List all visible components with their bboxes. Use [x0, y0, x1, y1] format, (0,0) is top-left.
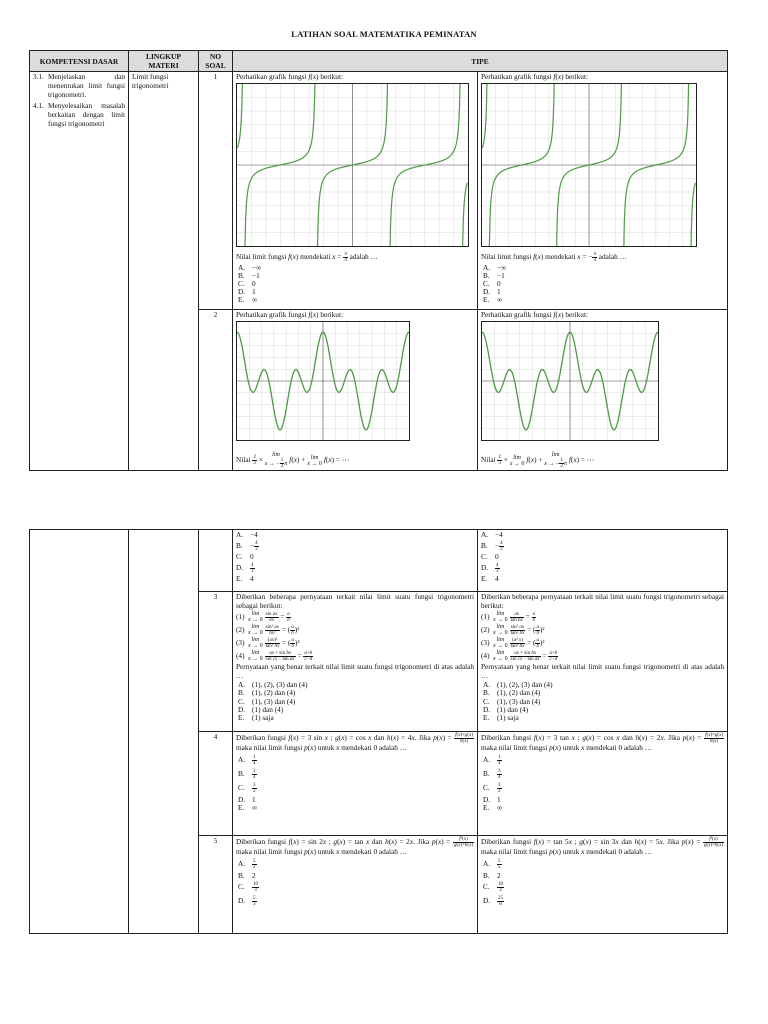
question-number: 2	[199, 310, 233, 471]
option-b: B. −1	[483, 270, 505, 280]
option-c: C. 0	[483, 279, 501, 289]
q4-type-a: Diberikan fungsi f(x) = 3 sin x ; g(x) = cos x dan h(x) = 4x. Jika p(x) = $\frac{f(x)\times g(x)}{h(x)}$ maka nilai limit fungsi p(x) untuk x mendekati 0 adalah … A. $\frac{1}{4}$ B. $\frac{3}{4}$ C. $\frac{3}{2}$ D. 1 E. ∞	[233, 732, 478, 836]
option-a: A. $\frac{1}{4}$	[238, 755, 256, 767]
kompetensi-item: 4.1. Menyelesaikan masalah berkaitan dengan limit fungsi trigonometri	[33, 100, 125, 128]
question-number: 4	[199, 732, 233, 836]
option-b: B. $\frac{3}{4}$	[238, 769, 256, 781]
q2-graph-a	[236, 321, 410, 441]
option-e: E. 4	[481, 574, 499, 584]
option-a: A. −∞	[483, 262, 507, 272]
option-d: D. $\frac{4}{3}$	[481, 562, 499, 574]
question-number: 3	[199, 592, 233, 732]
header-lingkup: LINGKUP MATERI	[129, 51, 199, 72]
q3-type-b: Diberikan beberapa pernyataan terkait nilai limit suatu fungsi trigonometri sebagai berikut: (1) lim x → 0 $\frac{ax}{\text{tan bx}}$ = $\frac{a}{b}$ (2) lim x → 0 $\frac{\text{sin² ax}}{\text{tan² bx}}$ = ( $\frac{a}{b}$ )² (3) lim x → 0 $\frac{\text{(a² x)}}{\text{tan² bx}}$ = ( $\frac{a}{b}$ )² (4) lim x → 0 $\frac{\text{ax + sin bx}}{\text{sin cx − tan dx}}$ = $\frac{a+b}{c-d}$ Pernyataan yang benar terkait nilai limit suatu fungsi trigonometri di atas adalah … A. (1), (2), (3) dan (4) B. (1), (2) dan (4) C. (1), (3) dan (4) D. (1) dan (4) E. (1) saja	[478, 592, 728, 732]
option-a: A. (1), (2), (3) dan (4)	[238, 680, 308, 690]
function-curve	[691, 183, 696, 247]
option-d: D. (1) dan (4)	[483, 704, 529, 714]
header-no-soal: NO SOAL	[199, 51, 233, 72]
q1-type-a: Perhatikan grafik fungsi f(x) berikut: Nilai limit fungsi f(x) mendekati x = $\frac{\pi}{4}$ adalah … A. −∞ B. −1 C. 0 D. 1 E. ∞	[233, 72, 478, 310]
q1-type-b: Perhatikan grafik fungsi f(x) berikut: Nilai limit fungsi f(x) mendekati x = − $\frac{\pi}{4}$ adalah … A. −∞ B. −1 C. 0 D. 1 E. ∞	[478, 72, 728, 310]
option-c: C. (1), (3) dan (4)	[238, 696, 296, 706]
option-b: B. − $\frac{4}{3}$	[236, 540, 258, 552]
option-a: A. −4	[481, 529, 503, 539]
option-e: E. (1) saja	[238, 712, 274, 722]
option-a: A. −4	[236, 529, 258, 539]
exercise-table-part-1	[29, 50, 728, 471]
q3-options-b	[483, 682, 724, 723]
kompetensi-cell-empty	[30, 530, 129, 934]
option-d: D. 1	[238, 794, 256, 804]
option-e: E. 4	[236, 574, 254, 584]
option-c: C. (1), (3) dan (4)	[483, 696, 541, 706]
question-number: 5	[199, 836, 233, 934]
q5-type-b: Diberikan fungsi f(x) = tan 5x ; g(x) = sin 3x dan h(x) = 5x. Jika p(x) = $\frac{\text{f²(x)}}{g(x)\times h(x)}$ maka nilai limit fungsi p(x) untuk x mendekati 0 adalah … A. $\frac{5}{5}$ B. 2 C. $\frac{10}{3}$ D. $\frac{25}{8}$	[478, 836, 728, 934]
option-c: C. 0	[238, 279, 256, 289]
option-b: B. 2	[238, 870, 256, 880]
lingkup-cell-empty	[129, 530, 199, 934]
option-c: C. $\frac{10}{3}$	[238, 881, 258, 893]
table-header-row	[30, 51, 728, 72]
option-c: C. $\frac{3}{2}$	[238, 783, 256, 795]
exercise-table-part-2	[29, 529, 728, 934]
q4-options-b	[483, 754, 724, 812]
option-e: E. ∞	[483, 802, 503, 812]
option-a: A. $\frac{1}{4}$	[483, 755, 501, 767]
kompetensi-cell	[30, 72, 129, 471]
option-d: D. (1) dan (4)	[238, 704, 284, 714]
q4-type-b: Diberikan fungsi f(x) = 3 tan x ; g(x) = cos x dan h(x) = 2x. Jika p(x) = $\frac{f(x)\times g(x)}{h(x)}$ maka nilai limit fungsi p(x) untuk x mendekati 0 adalah … A. $\frac{1}{4}$ B. $\frac{3}{4}$ C. $\frac{3}{2}$ D. 1 E. ∞	[478, 732, 728, 836]
option-a: A. $\frac{5}{2}$	[238, 859, 256, 871]
option-d: D. $\frac{5}{3}$	[238, 895, 256, 907]
option-d: D. 1	[483, 794, 501, 804]
option-e: E. ∞	[483, 295, 503, 305]
q4-options-a	[238, 754, 474, 812]
function-curve	[463, 183, 468, 247]
q2-type-b: Perhatikan grafik fungsi f(x) berikut: Nilai $\frac{2}{3}$ × lim x → 0 f(x) + lim x → − $\frac{1}{2}$ π f(x) = ⋯	[478, 310, 728, 471]
q5-options-b	[483, 858, 724, 908]
option-c: C. $\frac{3}{2}$	[483, 783, 501, 795]
kompetensi-item: 3.1. Menjelaskan dan menentukan limit fungsi trigonometri.	[33, 72, 125, 100]
option-e: E. ∞	[238, 295, 258, 305]
option-a: A. (1), (2), (3) dan (4)	[483, 680, 553, 690]
option-b: B. (1), (2) dan (4)	[238, 688, 296, 698]
q2-graph-b	[481, 321, 659, 441]
q2-options-b	[478, 530, 728, 592]
question-number: 1	[199, 72, 233, 310]
option-b: B. −1	[238, 270, 260, 280]
header-tipe: TIPE	[233, 51, 728, 72]
header-kompetensi: KOMPETENSI DASAR	[30, 51, 129, 72]
document-title: LATIHAN SOAL MATEMATIKA PEMINATAN	[291, 29, 477, 39]
q3-type-a: Diberikan beberapa pernyataan terkait nilai limit suatu fungsi trigonometri sebagai berikut: (1) lim x → 0 $\frac{\text{sin ax}}{bx}$ = $\frac{a}{b}$ (2) lim x → 0 $\frac{\text{sin² ax}}{\text{bx²}}$ = ( $\frac{a}{b}$ )² (3) lim x → 0 $\frac{\text{(ax)²}}{\text{tan² bx}}$ = ( $\frac{a}{b}$ )² (4) lim x → 0 $\frac{\text{ax + sin bx}}{\text{sin cx − tan dx}}$ = $\frac{a+b}{c-d}$ Pernyataan yang benar terkait nilai limit suatu fungsi trigonometri di atas adalah … A. (1), (2), (3) dan (4) B. (1), (2) dan (4) C. (1), (3) dan (4) D. (1) dan (4) E. (1) saja	[233, 592, 478, 732]
option-b: B. $\frac{3}{4}$	[483, 769, 501, 781]
option-d: D. 1	[238, 287, 256, 297]
option-c: C. 0	[481, 551, 499, 561]
option-e: E. (1) saja	[483, 712, 519, 722]
option-c: C. $\frac{10}{3}$	[483, 881, 503, 893]
option-d: D. 1	[483, 287, 501, 297]
option-b: B. − $\frac{4}{3}$	[481, 540, 503, 552]
q1-options-a	[238, 264, 474, 305]
option-d: D. $\frac{4}{3}$	[236, 562, 254, 574]
option-b: B. (1), (2) dan (4)	[483, 688, 541, 698]
q1-graph-b	[481, 83, 697, 247]
option-c: C. 0	[236, 551, 254, 561]
lingkup-cell: Limit fungsi trigonometri	[129, 72, 199, 471]
q1-graph-a	[236, 83, 469, 247]
question-row-1	[30, 72, 728, 310]
option-d: D. $\frac{25}{8}$	[483, 895, 503, 907]
option-a: A. −∞	[238, 262, 262, 272]
question-number-empty	[199, 530, 233, 592]
option-e: E. ∞	[238, 802, 258, 812]
option-b: B. 2	[483, 870, 501, 880]
q5-options-a	[238, 858, 474, 908]
q1-options-b	[483, 264, 724, 305]
question-row-2-continued	[30, 530, 728, 592]
q2-options-a	[233, 530, 478, 592]
q5-type-a: Diberikan fungsi f(x) = sin 2x ; g(x) = tan x dan h(x) = 2x. Jika p(x) = $\frac{\text{f²(x)}}{g(x)\times h(x)}$ maka nilai limit fungsi p(x) untuk x mendekati 0 adalah … A. $\frac{5}{2}$ B. 2 C. $\frac{10}{3}$ D. $\frac{5}{3}$	[233, 836, 478, 934]
q3-options-a	[238, 682, 474, 723]
option-a: A. $\frac{5}{5}$	[483, 859, 501, 871]
q2-type-a: Perhatikan grafik fungsi f(x) berikut: Nilai $\frac{2}{3}$ × lim x → − $\frac{1}{2}$ π f(x) + lim x → 0 f(x) = ⋯	[233, 310, 478, 471]
